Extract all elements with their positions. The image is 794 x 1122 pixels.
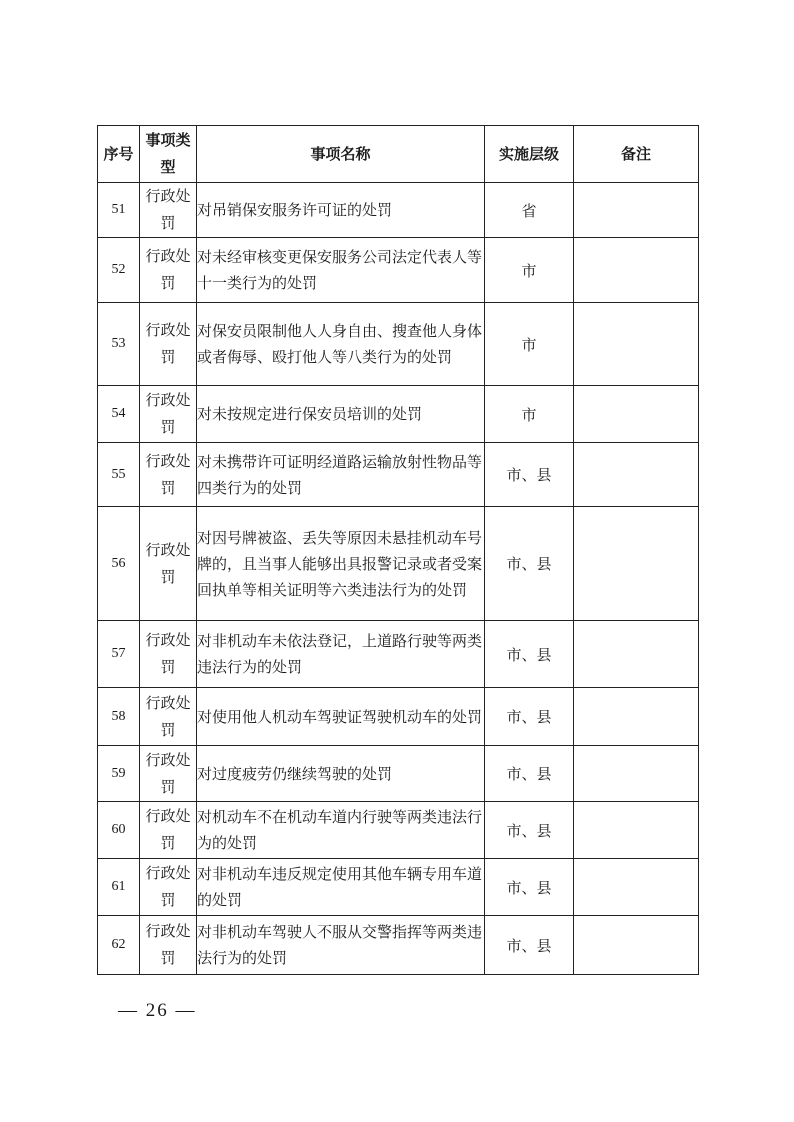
row-number: 54: [98, 386, 140, 443]
row-type: 行政处罚: [140, 746, 197, 802]
row-remark: [574, 916, 699, 975]
row-type: 行政处罚: [140, 621, 197, 688]
table-row: [98, 507, 699, 621]
table-row: [98, 621, 699, 688]
row-name: 对非机动车驾驶人不服从交警指挥等两类违法行为的处罚: [197, 916, 485, 975]
row-number: 53: [98, 303, 140, 386]
row-number: 59: [98, 746, 140, 802]
header-number: 序号: [98, 126, 140, 183]
table-row: [98, 443, 699, 507]
row-remark: [574, 688, 699, 746]
row-number: 62: [98, 916, 140, 975]
row-remark: [574, 443, 699, 507]
row-level: 市、县: [485, 443, 574, 507]
header-level: 实施层级: [485, 126, 574, 183]
row-number: 58: [98, 688, 140, 746]
row-type: 行政处罚: [140, 688, 197, 746]
table-row: [98, 303, 699, 386]
row-remark: [574, 746, 699, 802]
row-type: 行政处罚: [140, 507, 197, 621]
row-remark: [574, 238, 699, 303]
header-name: 事项名称: [197, 126, 485, 183]
row-name: 对未按规定进行保安员培训的处罚: [197, 386, 485, 443]
row-type: 行政处罚: [140, 443, 197, 507]
row-name: 对机动车不在机动车道内行驶等两类违法行为的处罚: [197, 802, 485, 859]
table-row: [98, 746, 699, 802]
row-name: 对未携带许可证明经道路运输放射性物品等四类行为的处罚: [197, 443, 485, 507]
row-number: 52: [98, 238, 140, 303]
header-type: 事项类型: [140, 126, 197, 183]
row-remark: [574, 859, 699, 916]
page-number: — 26 —: [118, 1000, 197, 1021]
row-level: 市、县: [485, 746, 574, 802]
row-level: 市、县: [485, 621, 574, 688]
table-row: [98, 688, 699, 746]
row-name: 对保安员限制他人人身自由、搜查他人身体或者侮辱、殴打他人等八类行为的处罚: [197, 303, 485, 386]
table-row: [98, 386, 699, 443]
row-level: 市: [485, 303, 574, 386]
row-number: 56: [98, 507, 140, 621]
row-number: 61: [98, 859, 140, 916]
matters-table: [97, 125, 699, 975]
row-type: 行政处罚: [140, 238, 197, 303]
table-row: [98, 802, 699, 859]
row-number: 57: [98, 621, 140, 688]
row-name: 对非机动车未依法登记，上道路行驶等两类违法行为的处罚: [197, 621, 485, 688]
table-row: [98, 183, 699, 238]
row-type: 行政处罚: [140, 183, 197, 238]
row-name: 对吊销保安服务许可证的处罚: [197, 183, 485, 238]
row-level: 市、县: [485, 802, 574, 859]
row-name: 对非机动车违反规定使用其他车辆专用车道的处罚: [197, 859, 485, 916]
row-level: 市、县: [485, 859, 574, 916]
table-row: [98, 238, 699, 303]
row-type: 行政处罚: [140, 859, 197, 916]
row-remark: [574, 621, 699, 688]
row-type: 行政处罚: [140, 802, 197, 859]
row-type: 行政处罚: [140, 303, 197, 386]
table-header-row: [98, 126, 699, 183]
table-row: [98, 859, 699, 916]
row-number: 55: [98, 443, 140, 507]
row-remark: [574, 507, 699, 621]
row-level: 省: [485, 183, 574, 238]
row-number: 51: [98, 183, 140, 238]
row-remark: [574, 386, 699, 443]
header-remark: 备注: [574, 126, 699, 183]
row-name: 对未经审核变更保安服务公司法定代表人等十一类行为的处罚: [197, 238, 485, 303]
row-remark: [574, 183, 699, 238]
row-level: 市: [485, 386, 574, 443]
row-level: 市: [485, 238, 574, 303]
row-number: 60: [98, 802, 140, 859]
row-level: 市、县: [485, 507, 574, 621]
row-remark: [574, 802, 699, 859]
row-remark: [574, 303, 699, 386]
table-row: [98, 916, 699, 975]
row-type: 行政处罚: [140, 386, 197, 443]
row-level: 市、县: [485, 916, 574, 975]
row-type: 行政处罚: [140, 916, 197, 975]
row-name: 对因号牌被盗、丢失等原因未悬挂机动车号牌的，且当事人能够出具报警记录或者受案回执单等相关证明等六类违法行为的处罚: [197, 507, 485, 621]
row-level: 市、县: [485, 688, 574, 746]
row-name: 对过度疲劳仍继续驾驶的处罚: [197, 746, 485, 802]
row-name: 对使用他人机动车驾驶证驾驶机动车的处罚: [197, 688, 485, 746]
